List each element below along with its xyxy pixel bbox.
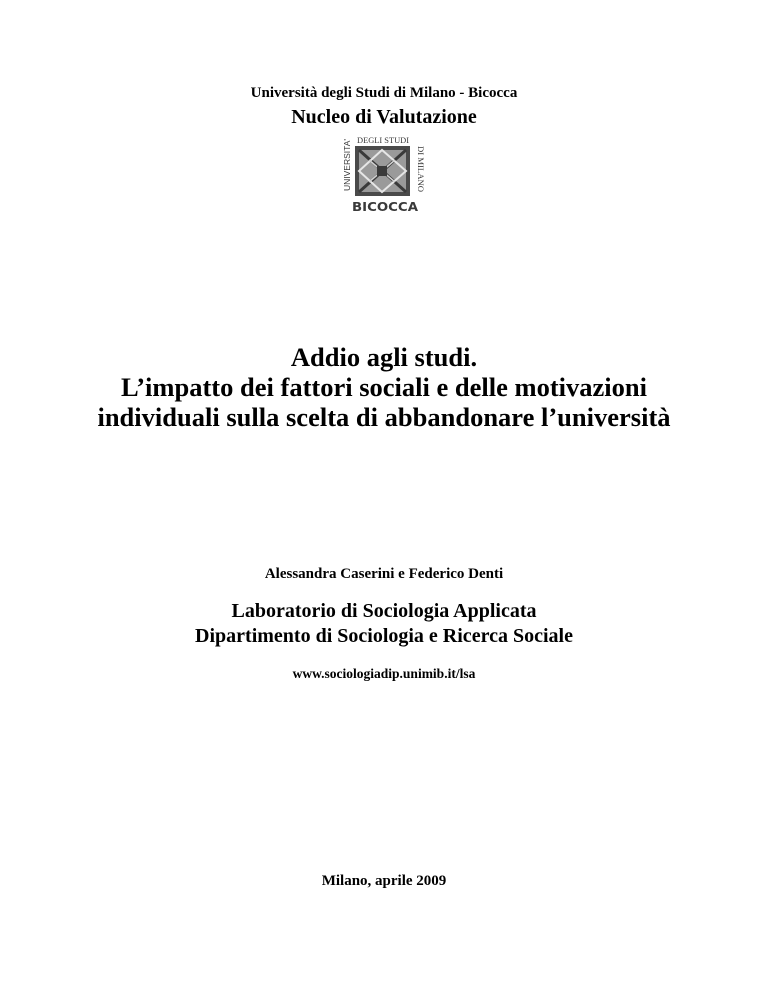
university-name: Università degli Studi di Milano - Bicocca (250, 85, 518, 101)
logo-text-vertical-left: UNIVERSITA' (343, 142, 352, 191)
website-url: www.sociologiadip.unimib.it/lsa (292, 666, 476, 681)
publication-date: Milano, aprile 2009 (321, 873, 447, 889)
title-line-2: L’impatto dei fattori sociali e delle motivazioni (120, 372, 647, 402)
authors: Alessandra Caserini e Federico Denti (264, 566, 504, 582)
title-line-3: individuali sulla scelta di abbandonare l’università (97, 402, 671, 432)
bicocca-logo (341, 134, 427, 214)
department-name: Dipartimento di Sociologia e Ricerca Sociale (195, 625, 573, 647)
logo-emblem (355, 146, 410, 196)
lab-name: Laboratorio di Sociologia Applicata (231, 600, 537, 622)
logo-text-top: DEGLI STUDI (357, 136, 410, 145)
logo-text-vertical-right: DI MILANO (416, 146, 425, 189)
document-title (0, 342, 768, 432)
unit-name: Nucleo di Valutazione (291, 106, 477, 128)
logo-text-bottom: BICOCCA (352, 200, 419, 214)
title-line-1: Addio agli studi. (290, 342, 478, 372)
